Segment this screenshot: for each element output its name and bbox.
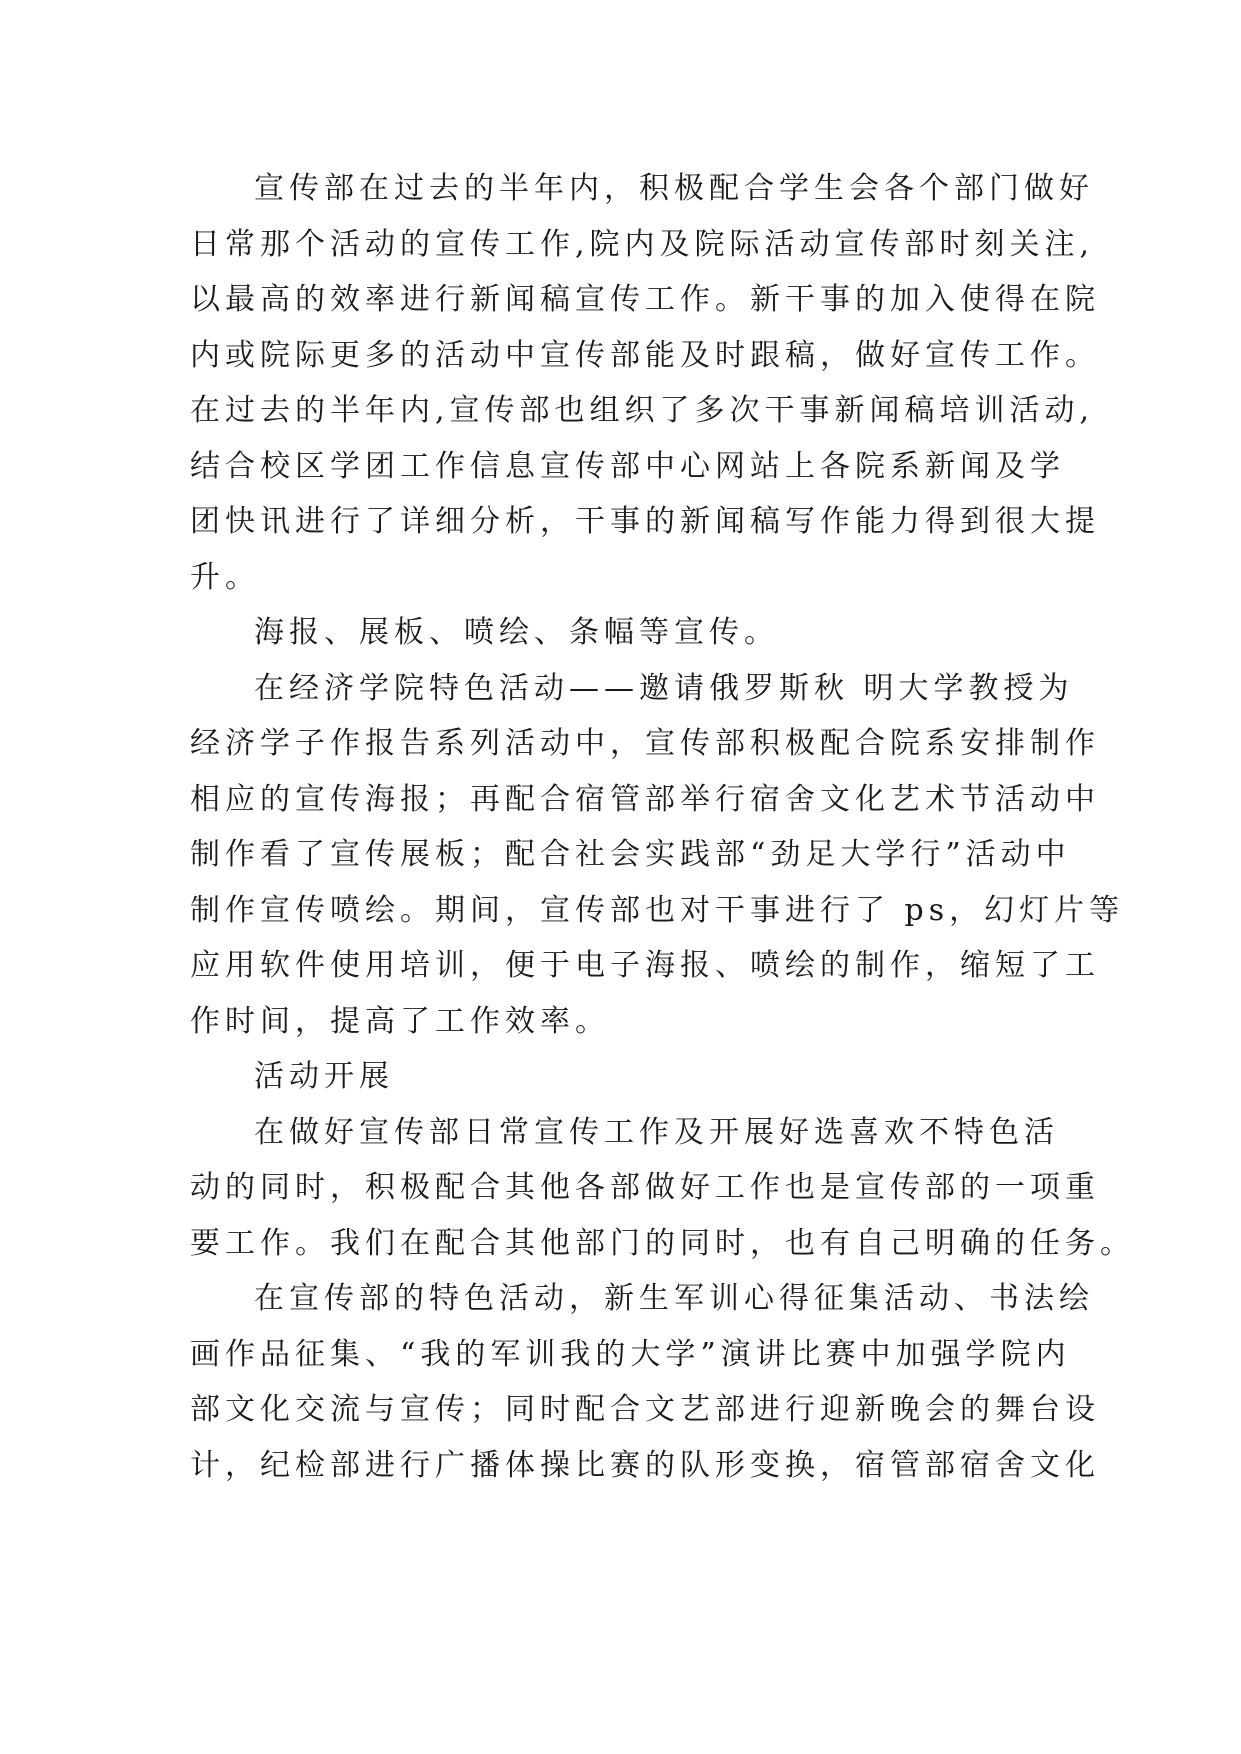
text-line: 活动开展 [254,1059,394,1094]
text-line: 相应的宣传海报；再配合宿管部举行宿舍文化艺术节活动中 [190,781,1100,817]
text-line: 制作宣传喷绘。期间，宣传部也对干事进行了 ps，幻灯片等 [190,892,1125,928]
text-line: 升。 [190,559,260,595]
text-line: 在过去的半年内,宣传部也组织了多次干事新闻稿培训活动, [190,393,1095,428]
text-line: 要工作。我们在配合其他部门的同时，也有自己明确的任务。 [190,1225,1135,1261]
text-line: 在宣传部的特色活动，新生军训心得征集活动、书法绘 [254,1281,1094,1316]
text-line: 部文化交流与宣传；同时配合文艺部进行迎新晚会的舞台设 [190,1392,1100,1427]
text-line: 作时间，提高了工作效率。 [190,1003,610,1039]
text-line: 海报、展板、喷绘、条幅等宣传。 [254,615,779,650]
text-line: 日常那个活动的宣传工作,院内及院际活动宣传部时刻关注, [190,226,1095,262]
text-line: 画作品征集、“我的军训我的大学”演讲比赛中加强学院内 [190,1336,1071,1372]
text-line: 计，纪检部进行广播体操比赛的队形变换，宿管部宿舍文化 [190,1447,1100,1483]
text-line: 制作看了宣传展板；配合社会实践部“劲足大学行”活动中 [190,837,1071,872]
document-body [190,161,1135,1493]
text-line: 在做好宣传部日常宣传工作及开展好选喜欢不特色活 [254,1114,1059,1150]
text-line: 动的同时，积极配合其他各部做好工作也是宣传部的一项重 [190,1170,1100,1205]
text-line: 内或院际更多的活动中宣传部能及时跟稿，做好宣传工作。 [190,337,1100,373]
text-line: 在经济学院特色活动——邀请俄罗斯秋 明大学教授为 [254,670,1074,706]
text-line: 宣传部在过去的半年内，积极配合学生会各个部门做好 [254,171,1094,206]
text-line: 经济学子作报告系列活动中，宣传部积极配合院系安排制作 [190,726,1100,761]
text-line: 以最高的效率进行新闻稿宣传工作。新干事的加入使得在院 [190,282,1100,317]
text-line: 结合校区学团工作信息宣传部中心网站上各院系新闻及学 [190,448,1065,484]
text-line: 团快讯进行了详细分析，干事的新闻稿写作能力得到很大提 [190,504,1100,539]
text-line: 应用软件使用培训，便于电子海报、喷绘的制作，缩短了工 [190,948,1100,983]
